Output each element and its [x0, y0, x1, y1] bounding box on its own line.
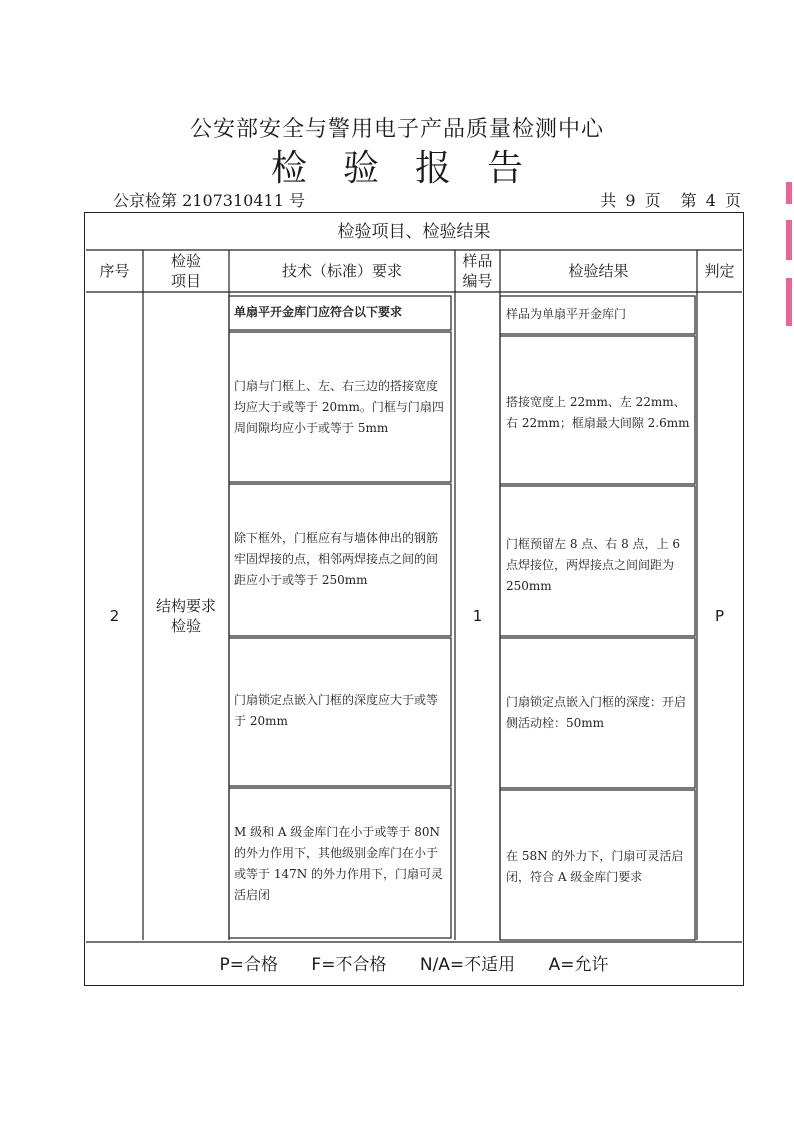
- legend-allowed: A=允许: [548, 955, 609, 975]
- col-header-seq: 序号: [99, 262, 130, 280]
- org-name: 公安部安全与警用电子产品质量检测中心: [189, 117, 604, 142]
- result-text: 门扇锁定点嵌入门框的深度：开启侧活动栓：50mm: [506, 695, 687, 730]
- seal-edge-mark: [786, 182, 792, 204]
- requirement-text: 除下框外，门框应有与墙体伸出的钢筋牢固焊接的点，相邻两焊接点之间的间距应小于或等于 250mm: [234, 531, 439, 587]
- report-number: 公京检第 2107310411 号: [113, 191, 305, 210]
- legend: [86, 946, 742, 984]
- col-header-sample: 样品 编号: [462, 252, 493, 290]
- col-header-result: 检验结果: [568, 262, 629, 280]
- legend-pass: P=合格: [219, 955, 279, 975]
- seal-edge-mark: [786, 220, 792, 260]
- result-text: 搭接宽度上 22mm、左 22mm、右 22mm；框扇最大间隙 2.6mm: [506, 395, 690, 430]
- col-header-requirement: 技术（标准）要求: [281, 262, 402, 280]
- requirement-text: 门扇与门框上、左、右三边的搭接宽度均应大于或等于 20mm。门框与门扇四周间隙均应小于或等于 5mm: [234, 379, 444, 435]
- item-value: 结构要求 检验: [155, 597, 216, 635]
- page-indicator: 共 9 页 第 4 页: [600, 191, 743, 210]
- legend-not-applicable: N/A=不适用: [419, 955, 516, 975]
- legend-fail: F=不合格: [311, 955, 387, 975]
- seq-value: 2: [109, 607, 120, 625]
- seal-edge-mark: [786, 278, 792, 326]
- result-text: 样品为单扇平开金库门: [506, 307, 627, 321]
- result-text: 在 58N 的外力下，门扇可灵活启闭，符合 A 级金库门要求: [506, 849, 684, 884]
- requirement-text: M 级和 A 级金库门在小于或等于 80N 的外力作用下，其他级别金库门在小于或等于 147N 的外力作用下，门扇可灵活启闭: [234, 825, 444, 902]
- judgement-value: P: [714, 607, 725, 625]
- col-header-judgement: 判定: [704, 262, 735, 280]
- requirement-text: 单扇平开金库门应符合以下要求: [234, 305, 403, 319]
- report-title: 检验报告: [270, 148, 559, 189]
- section-title: 检验项目、检验结果: [337, 222, 491, 242]
- result-text: 门框预留左 8 点、右 8 点，上 6 点焊接位，两焊接点之间间距为 250mm: [506, 537, 680, 593]
- col-header-item: 检验 项目: [170, 252, 201, 290]
- requirement-text: 门扇锁定点嵌入门框的深度应大于或等于 20mm: [234, 693, 439, 728]
- sample-value: 1: [472, 607, 483, 625]
